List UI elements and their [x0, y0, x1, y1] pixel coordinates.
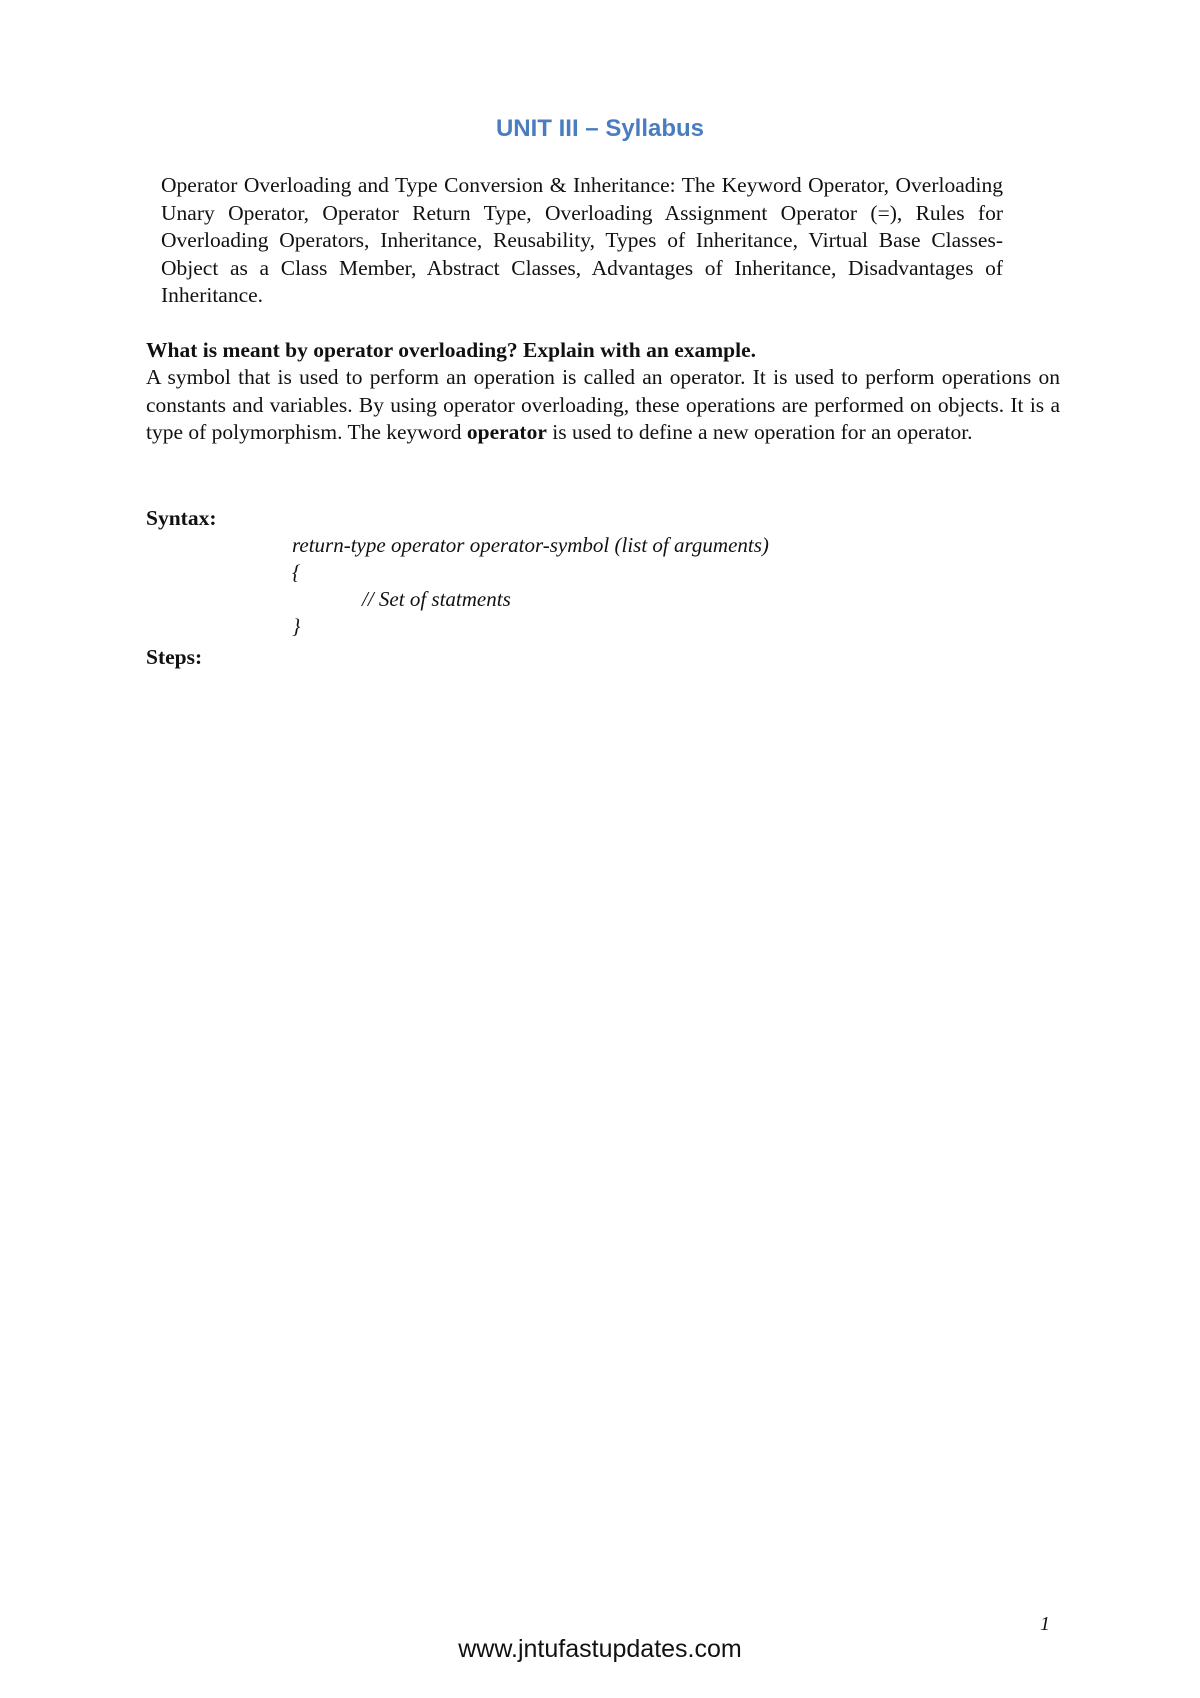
syntax-line-comment: // Set of statments	[362, 587, 511, 611]
answer-text-part2: is used to define a new operation for an operator.	[546, 420, 973, 444]
steps-label: Steps:	[146, 645, 203, 669]
answer-paragraph	[146, 364, 1060, 447]
syntax-line-signature: return-type operator operator-symbol (list of arguments)	[292, 533, 769, 557]
footer-url: www.jntufastupdates.com	[458, 1635, 742, 1663]
syntax-label: Syntax:	[146, 506, 217, 530]
answer-keyword: operator	[466, 420, 547, 444]
page-number: 1	[1040, 1613, 1050, 1635]
question-heading: What is meant by operator overloading? Explain with an example.	[146, 338, 756, 362]
unit-title: UNIT III – Syllabus	[495, 115, 705, 142]
answer-text-part1: A symbol that is used to perform an operation is called an operator. It is used to perform operations on constants and variables. By using operator overloading, these operations are performed on objects. It is a type of polymorphism. The keyword	[146, 365, 1060, 444]
syntax-line-open-brace: {	[292, 560, 301, 584]
syllabus-paragraph: Operator Overloading and Type Conversion & Inheritance: The Keyword Operator, Overloading Unary Operator, Operator Return Type, Overloading Assignment Operator (=), Rules for Overloading Operators, Inheritance, Reusability, Types of Inheritance, Virtual Base Classes- Object as a Class Member, Abstract Classes, Advantages of Inheritance, Disadvantages of Inheritance.	[161, 173, 1003, 307]
syntax-line-close-brace: }	[292, 614, 301, 638]
